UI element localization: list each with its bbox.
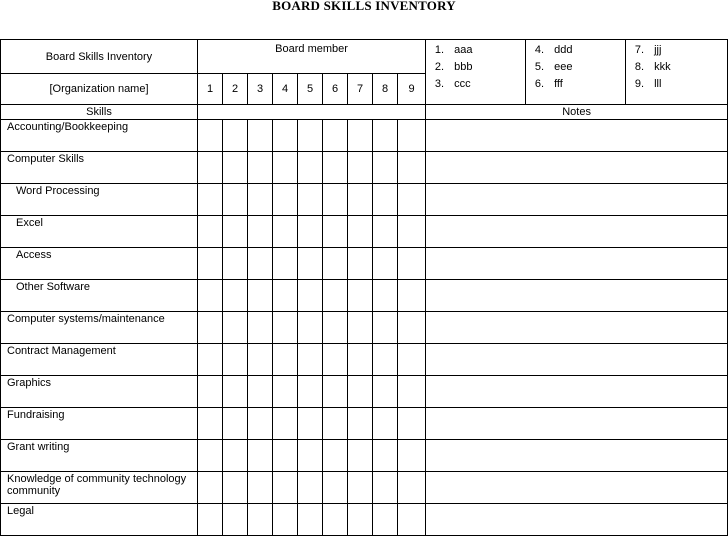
legend-entry [526, 59, 625, 76]
member-8-checkbox-cell[interactable] [373, 216, 398, 248]
notes-cell[interactable] [426, 504, 728, 536]
member-5-checkbox-cell[interactable] [298, 312, 323, 344]
member-number-7: 7 [348, 74, 373, 105]
member-6-checkbox-cell[interactable] [323, 120, 348, 152]
member-1-checkbox-cell[interactable] [198, 440, 223, 472]
legend-member-name: aaa [454, 44, 473, 56]
skill-row [1, 344, 728, 376]
member-7-checkbox-cell[interactable] [348, 184, 373, 216]
skill-label: Other Software [1, 280, 198, 312]
member-6-checkbox-cell[interactable] [323, 504, 348, 536]
member-7-checkbox-cell[interactable] [348, 504, 373, 536]
member-3-checkbox-cell[interactable] [248, 120, 273, 152]
member-3-checkbox-cell[interactable] [248, 184, 273, 216]
skill-row [1, 216, 728, 248]
section-header-row [1, 105, 728, 120]
member-3-checkbox-cell[interactable] [248, 152, 273, 184]
skill-row [1, 184, 728, 216]
member-1-checkbox-cell[interactable] [198, 184, 223, 216]
skill-row [1, 472, 728, 504]
notes-cell[interactable] [426, 440, 728, 472]
skills-inventory-table [0, 39, 728, 536]
member-5-checkbox-cell[interactable] [298, 216, 323, 248]
skill-label: Computer Skills [1, 152, 198, 184]
skill-row [1, 376, 728, 408]
member-4-checkbox-cell[interactable] [273, 280, 298, 312]
member-7-checkbox-cell[interactable] [348, 312, 373, 344]
member-8-checkbox-cell[interactable] [373, 472, 398, 504]
member-2-checkbox-cell[interactable] [223, 408, 248, 440]
legend-number: 5. [534, 61, 545, 73]
member-9-checkbox-cell[interactable] [398, 184, 426, 216]
member-7-checkbox-cell[interactable] [348, 248, 373, 280]
member-4-checkbox-cell[interactable] [273, 248, 298, 280]
member-8-checkbox-cell[interactable] [373, 504, 398, 536]
legend-entry [426, 76, 525, 93]
member-2-checkbox-cell[interactable] [223, 312, 248, 344]
member-9-checkbox-cell[interactable] [398, 120, 426, 152]
skill-row [1, 120, 728, 152]
board-member-label: Board member [198, 40, 426, 74]
member-5-checkbox-cell[interactable] [298, 344, 323, 376]
skill-label: Excel [1, 216, 198, 248]
member-9-checkbox-cell[interactable] [398, 216, 426, 248]
member-1-checkbox-cell[interactable] [198, 472, 223, 504]
organization-name-field[interactable]: [Organization name] [1, 74, 198, 105]
skill-label: Computer systems/maintenance [1, 312, 198, 344]
skill-row [1, 248, 728, 280]
skill-row [1, 280, 728, 312]
legend-number: 7. [634, 44, 645, 56]
member-4-checkbox-cell[interactable] [273, 472, 298, 504]
legend-number: 1. [434, 44, 445, 56]
member-9-checkbox-cell[interactable] [398, 440, 426, 472]
member-5-checkbox-cell[interactable] [298, 408, 323, 440]
member-6-checkbox-cell[interactable] [323, 440, 348, 472]
page-title: BOARD SKILLS INVENTORY [272, 0, 456, 13]
skill-label: Contract Management [1, 344, 198, 376]
member-9-checkbox-cell[interactable] [398, 152, 426, 184]
member-9-checkbox-cell[interactable] [398, 312, 426, 344]
member-5-checkbox-cell[interactable] [298, 376, 323, 408]
member-3-checkbox-cell[interactable] [248, 376, 273, 408]
notes-cell[interactable] [426, 152, 728, 184]
member-2-checkbox-cell[interactable] [223, 248, 248, 280]
member-9-checkbox-cell[interactable] [398, 472, 426, 504]
legend-member-name: lll [654, 78, 662, 90]
inventory-label: Board Skills Inventory [1, 40, 198, 74]
member-2-checkbox-cell[interactable] [223, 376, 248, 408]
member-4-checkbox-cell[interactable] [273, 312, 298, 344]
member-2-checkbox-cell[interactable] [223, 216, 248, 248]
legend-member-name: fff [554, 78, 563, 90]
member-6-checkbox-cell[interactable] [323, 376, 348, 408]
member-7-checkbox-cell[interactable] [348, 376, 373, 408]
member-4-checkbox-cell[interactable] [273, 376, 298, 408]
notes-cell[interactable] [426, 408, 728, 440]
legend-entry [426, 59, 525, 76]
member-2-checkbox-cell[interactable] [223, 472, 248, 504]
member-7-checkbox-cell[interactable] [348, 408, 373, 440]
member-7-checkbox-cell[interactable] [348, 120, 373, 152]
member-1-checkbox-cell[interactable] [198, 248, 223, 280]
member-3-checkbox-cell[interactable] [248, 472, 273, 504]
member-columns-spacer [198, 105, 426, 120]
member-1-checkbox-cell[interactable] [198, 152, 223, 184]
member-7-checkbox-cell[interactable] [348, 344, 373, 376]
member-3-checkbox-cell[interactable] [248, 248, 273, 280]
member-5-checkbox-cell[interactable] [298, 120, 323, 152]
member-2-checkbox-cell[interactable] [223, 184, 248, 216]
notes-cell[interactable] [426, 184, 728, 216]
skill-row [1, 408, 728, 440]
member-number-8: 8 [373, 74, 398, 105]
member-5-checkbox-cell[interactable] [298, 152, 323, 184]
legend-entry [426, 42, 525, 59]
member-9-checkbox-cell[interactable] [398, 248, 426, 280]
notes-cell[interactable] [426, 216, 728, 248]
member-6-checkbox-cell[interactable] [323, 152, 348, 184]
member-8-checkbox-cell[interactable] [373, 280, 398, 312]
legend-entry [626, 76, 727, 93]
skill-label: Legal [1, 504, 198, 536]
notes-cell[interactable] [426, 248, 728, 280]
legend-entry [626, 42, 727, 59]
legend-member-name: jjj [654, 44, 662, 56]
legend-col-2 [526, 40, 626, 105]
legend-col-1 [426, 40, 526, 105]
member-8-checkbox-cell[interactable] [373, 120, 398, 152]
member-7-checkbox-cell[interactable] [348, 280, 373, 312]
member-9-checkbox-cell[interactable] [398, 344, 426, 376]
legend-member-name: ddd [554, 44, 573, 56]
member-8-checkbox-cell[interactable] [373, 408, 398, 440]
member-5-checkbox-cell[interactable] [298, 184, 323, 216]
skill-label: Word Processing [1, 184, 198, 216]
member-5-checkbox-cell[interactable] [298, 248, 323, 280]
legend-number: 3. [434, 78, 445, 90]
member-7-checkbox-cell[interactable] [348, 472, 373, 504]
legend-number: 8. [634, 61, 645, 73]
member-1-checkbox-cell[interactable] [198, 280, 223, 312]
skill-row [1, 312, 728, 344]
notes-cell[interactable] [426, 344, 728, 376]
member-1-checkbox-cell[interactable] [198, 120, 223, 152]
member-3-checkbox-cell[interactable] [248, 408, 273, 440]
member-6-checkbox-cell[interactable] [323, 248, 348, 280]
skill-label: Grant writing [1, 440, 198, 472]
skill-label: Knowledge of community technology community [1, 472, 198, 504]
legend-member-name: bbb [454, 61, 473, 73]
member-3-checkbox-cell[interactable] [248, 504, 273, 536]
member-4-checkbox-cell[interactable] [273, 344, 298, 376]
member-3-checkbox-cell[interactable] [248, 440, 273, 472]
member-number-5: 5 [298, 74, 323, 105]
member-1-checkbox-cell[interactable] [198, 408, 223, 440]
member-9-checkbox-cell[interactable] [398, 280, 426, 312]
member-6-checkbox-cell[interactable] [323, 216, 348, 248]
legend-entry [526, 76, 625, 93]
skill-label: Access [1, 248, 198, 280]
member-1-checkbox-cell[interactable] [198, 376, 223, 408]
member-4-checkbox-cell[interactable] [273, 152, 298, 184]
skill-label: Graphics [1, 376, 198, 408]
legend-member-name: ccc [454, 78, 471, 90]
legend-number: 2. [434, 61, 445, 73]
member-4-checkbox-cell[interactable] [273, 440, 298, 472]
member-7-checkbox-cell[interactable] [348, 440, 373, 472]
member-9-checkbox-cell[interactable] [398, 408, 426, 440]
member-5-checkbox-cell[interactable] [298, 440, 323, 472]
member-3-checkbox-cell[interactable] [248, 216, 273, 248]
member-2-checkbox-cell[interactable] [223, 504, 248, 536]
notes-cell[interactable] [426, 376, 728, 408]
member-9-checkbox-cell[interactable] [398, 504, 426, 536]
member-4-checkbox-cell[interactable] [273, 184, 298, 216]
member-6-checkbox-cell[interactable] [323, 344, 348, 376]
notes-cell[interactable] [426, 312, 728, 344]
member-number-2: 2 [223, 74, 248, 105]
member-8-checkbox-cell[interactable] [373, 184, 398, 216]
legend-col-3 [626, 40, 728, 105]
member-8-checkbox-cell[interactable] [373, 152, 398, 184]
skill-label: Fundraising [1, 408, 198, 440]
legend-number: 9. [634, 78, 645, 90]
member-4-checkbox-cell[interactable] [273, 504, 298, 536]
legend-entry [526, 42, 625, 59]
member-8-checkbox-cell[interactable] [373, 344, 398, 376]
member-3-checkbox-cell[interactable] [248, 344, 273, 376]
notes-cell[interactable] [426, 280, 728, 312]
skill-row [1, 504, 728, 536]
member-6-checkbox-cell[interactable] [323, 184, 348, 216]
member-5-checkbox-cell[interactable] [298, 472, 323, 504]
member-7-checkbox-cell[interactable] [348, 152, 373, 184]
member-6-checkbox-cell[interactable] [323, 312, 348, 344]
member-number-6: 6 [323, 74, 348, 105]
member-2-checkbox-cell[interactable] [223, 280, 248, 312]
member-8-checkbox-cell[interactable] [373, 312, 398, 344]
member-3-checkbox-cell[interactable] [248, 312, 273, 344]
member-8-checkbox-cell[interactable] [373, 440, 398, 472]
skill-row [1, 152, 728, 184]
legend-member-name: kkk [654, 61, 671, 73]
member-1-checkbox-cell[interactable] [198, 344, 223, 376]
member-number-1: 1 [198, 74, 223, 105]
notes-heading: Notes [426, 105, 728, 120]
member-2-checkbox-cell[interactable] [223, 440, 248, 472]
header-row-1 [1, 40, 728, 74]
legend-member-name: eee [554, 61, 573, 73]
skill-row [1, 440, 728, 472]
member-4-checkbox-cell[interactable] [273, 120, 298, 152]
notes-cell[interactable] [426, 472, 728, 504]
legend-number: 4. [534, 44, 545, 56]
skill-label: Accounting/Bookkeeping [1, 120, 198, 152]
member-5-checkbox-cell[interactable] [298, 504, 323, 536]
member-number-3: 3 [248, 74, 273, 105]
member-1-checkbox-cell[interactable] [198, 312, 223, 344]
member-2-checkbox-cell[interactable] [223, 120, 248, 152]
member-7-checkbox-cell[interactable] [348, 216, 373, 248]
member-6-checkbox-cell[interactable] [323, 472, 348, 504]
member-3-checkbox-cell[interactable] [248, 280, 273, 312]
member-number-9: 9 [398, 74, 426, 105]
notes-cell[interactable] [426, 120, 728, 152]
member-8-checkbox-cell[interactable] [373, 248, 398, 280]
member-4-checkbox-cell[interactable] [273, 408, 298, 440]
member-6-checkbox-cell[interactable] [323, 408, 348, 440]
member-4-checkbox-cell[interactable] [273, 216, 298, 248]
member-2-checkbox-cell[interactable] [223, 152, 248, 184]
legend-number: 6. [534, 78, 545, 90]
member-5-checkbox-cell[interactable] [298, 280, 323, 312]
member-6-checkbox-cell[interactable] [323, 280, 348, 312]
skills-heading: Skills [1, 105, 198, 120]
member-number-4: 4 [273, 74, 298, 105]
legend-entry [626, 59, 727, 76]
member-1-checkbox-cell[interactable] [198, 504, 223, 536]
member-1-checkbox-cell[interactable] [198, 216, 223, 248]
member-9-checkbox-cell[interactable] [398, 376, 426, 408]
member-8-checkbox-cell[interactable] [373, 376, 398, 408]
member-2-checkbox-cell[interactable] [223, 344, 248, 376]
